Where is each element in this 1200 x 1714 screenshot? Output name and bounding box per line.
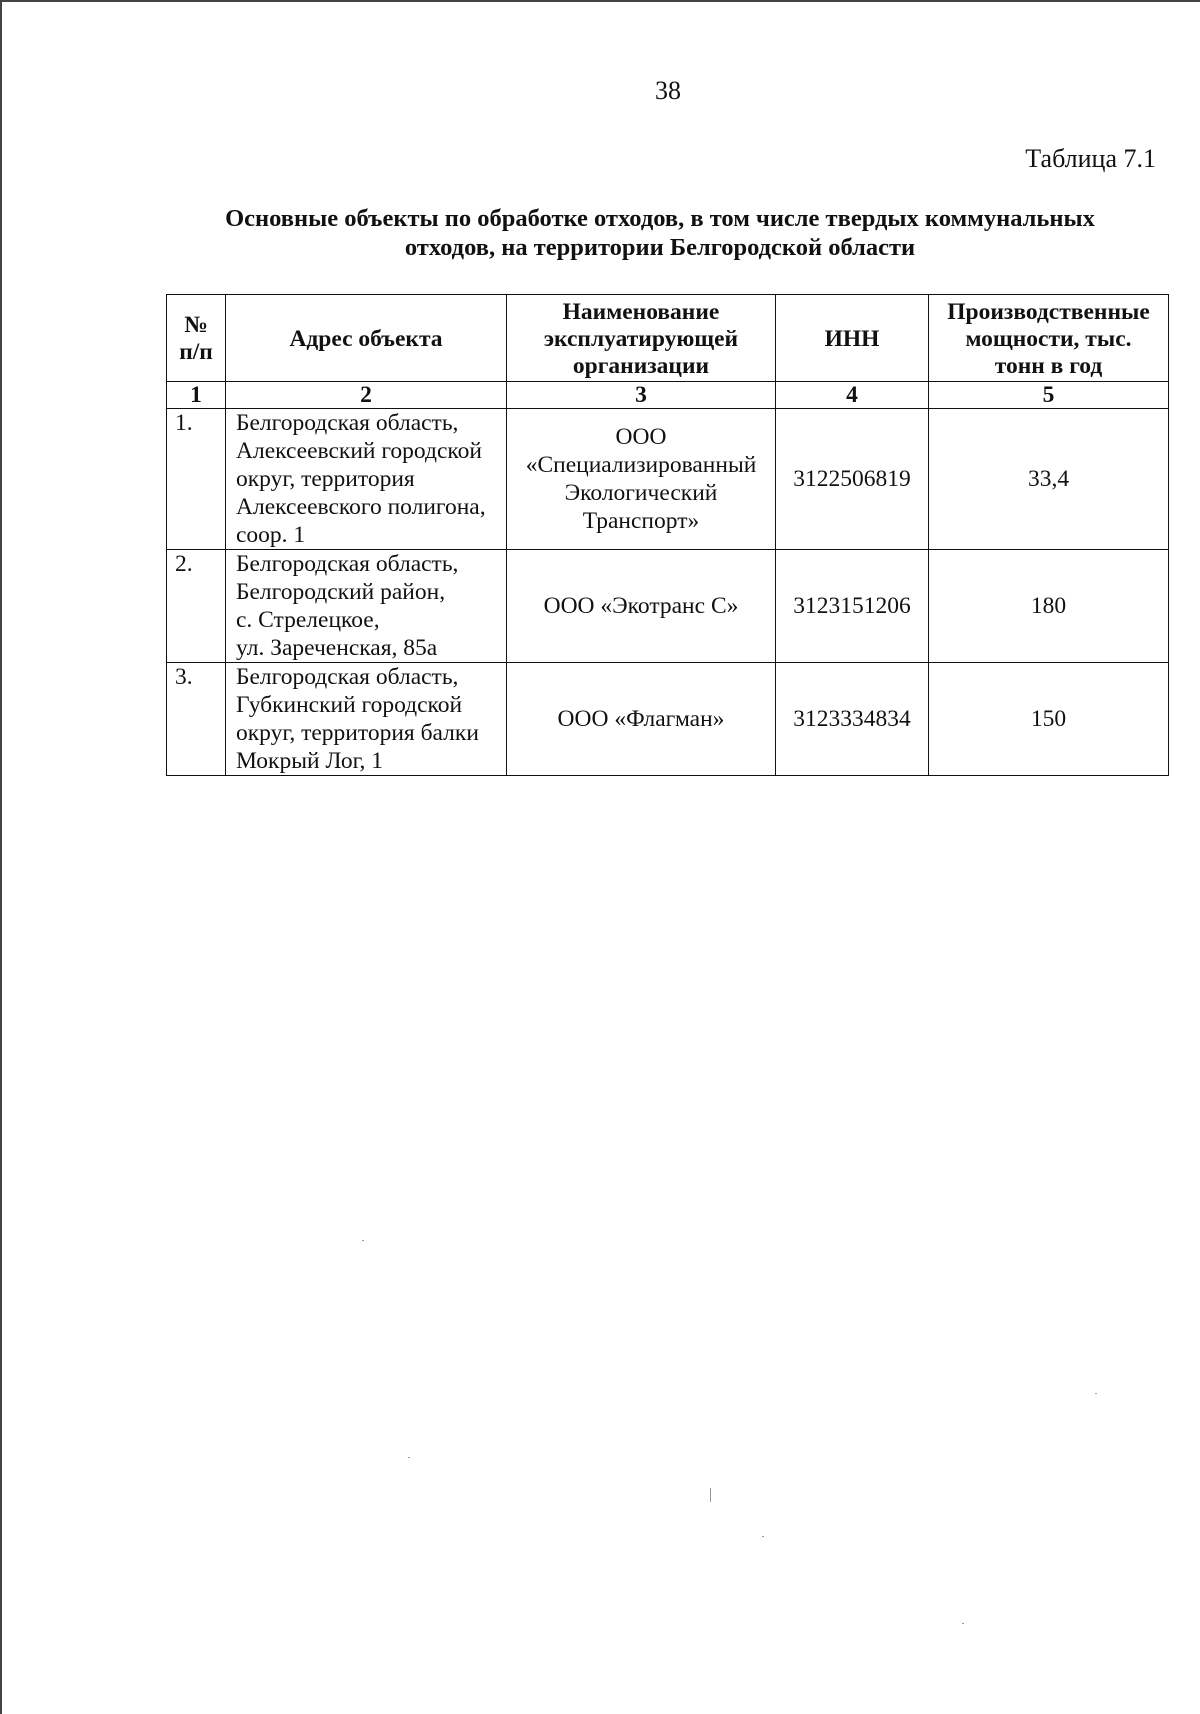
document-title-line-2: отходов, на территории Белгородской области	[404, 234, 916, 261]
column-number: 5	[929, 382, 1169, 409]
scan-speck	[710, 1488, 711, 1502]
table-label: Таблица 7.1	[1025, 144, 1156, 173]
column-number: 2	[226, 382, 507, 409]
scan-edge-top	[0, 0, 1200, 2]
waste-facilities-table	[166, 294, 1169, 776]
column-number: 4	[776, 382, 929, 409]
scan-edge-left	[0, 0, 2, 1714]
header-organization: Наименование эксплуатирующей организации	[507, 295, 776, 382]
scan-speck	[1095, 1393, 1097, 1394]
header-capacity: Производственные мощности, тыс. тонн в год	[929, 295, 1169, 382]
scan-speck	[362, 1240, 364, 1241]
row-capacity: 180	[929, 550, 1169, 663]
scan-speck	[408, 1457, 410, 1458]
row-inn: 3123151206	[776, 550, 929, 663]
row-capacity: 150	[929, 663, 1169, 776]
header-address: Адрес объекта	[226, 295, 507, 382]
table-row	[167, 663, 1169, 776]
column-number: 3	[507, 382, 776, 409]
document-title-line-1: Основные объекты по обработке отходов, в том числе твердых коммунальных	[225, 205, 1095, 232]
row-inn: 3122506819	[776, 409, 929, 550]
row-address: Белгородская область, Белгородский район, с. Стрелецкое, ул. Зареченская, 85а	[226, 550, 507, 663]
scan-speck	[962, 1623, 964, 1624]
row-address: Белгородская область, Губкинский городской округ, территория балки Мокрый Лог, 1	[226, 663, 507, 776]
page-number: 38	[655, 76, 681, 105]
header-inn: ИНН	[776, 295, 929, 382]
row-number: 3.	[167, 663, 226, 776]
row-number: 2.	[167, 550, 226, 663]
row-organization: ООО «Флагман»	[507, 663, 776, 776]
table-row	[167, 550, 1169, 663]
table-row	[167, 409, 1169, 550]
row-inn: 3123334834	[776, 663, 929, 776]
table-header-row	[167, 295, 1169, 382]
document-title	[150, 204, 1170, 262]
row-organization: ООО «Специализированный Экологический Транспорт»	[507, 409, 776, 550]
header-num: № п/п	[167, 295, 226, 382]
row-capacity: 33,4	[929, 409, 1169, 550]
row-number: 1.	[167, 409, 226, 550]
row-organization: ООО «Экотранс С»	[507, 550, 776, 663]
row-address: Белгородская область, Алексеевский городской округ, территория Алексеевского полигона, соор. 1	[226, 409, 507, 550]
column-number: 1	[167, 382, 226, 409]
scan-speck	[762, 1536, 764, 1537]
column-number-row	[167, 382, 1169, 409]
